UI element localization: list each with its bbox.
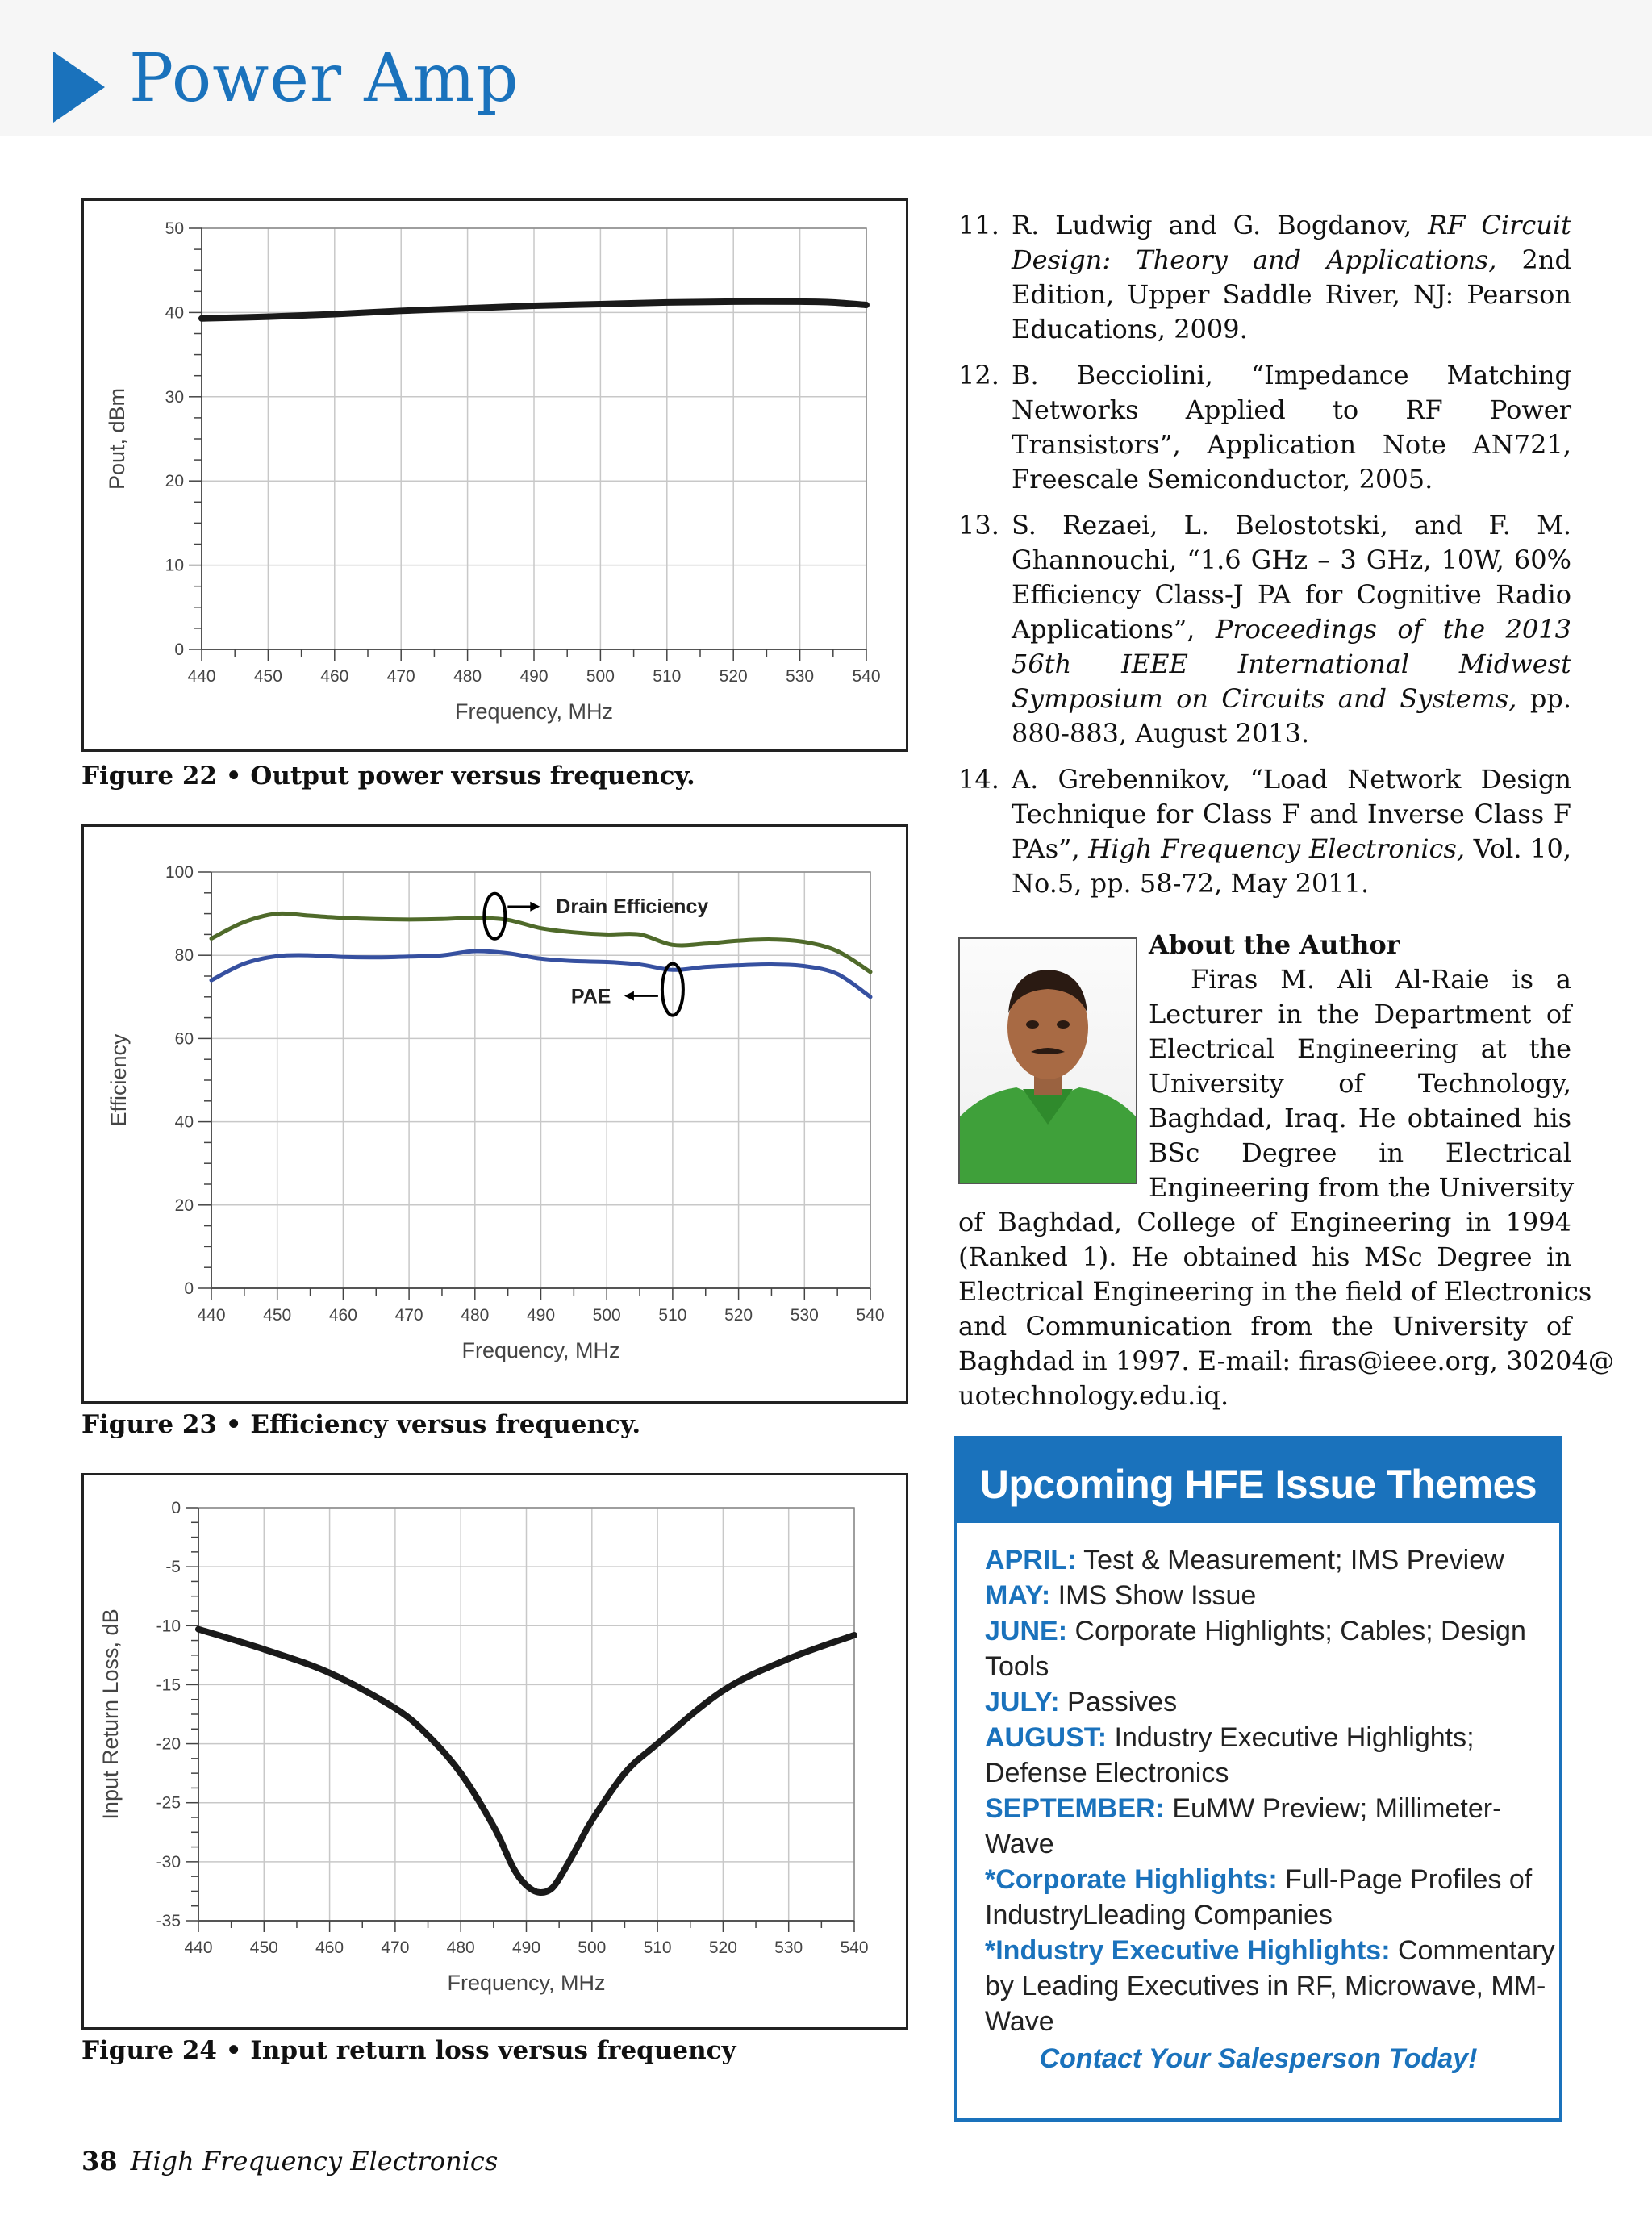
theme-item — [985, 1933, 1559, 2039]
theme-month: MAY: — [985, 1580, 1051, 1611]
y-tick-label: -25 — [156, 1793, 181, 1813]
theme-text: Test & Measurement; IMS Preview — [1076, 1545, 1504, 1575]
theme-item — [985, 1542, 1559, 1578]
reference-item — [958, 358, 1571, 497]
y-tick-label: 60 — [174, 1029, 194, 1049]
theme-text: EuMW Preview; Millimeter-Wave — [985, 1793, 1502, 1859]
y-tick-label: 0 — [171, 1499, 181, 1517]
about-line: Engineering from the University — [1149, 1172, 1575, 1203]
reference-text: R. Ludwig and G. Bogdanov, RF Circuit Design: Theory and Applications, 2nd Edition, Upper Saddle River, NJ: Pearson Educations, 2009. — [1012, 210, 1572, 344]
figure-22-caption: Figure 22 • Output power versus frequency. — [81, 762, 695, 791]
y-tick-label: -15 — [156, 1675, 181, 1695]
x-tick-label: 470 — [394, 1306, 423, 1325]
y-tick-label: -5 — [165, 1558, 181, 1577]
reference-number: 14. — [958, 764, 999, 795]
figure-23-box — [81, 824, 908, 1404]
x-tick-label: 440 — [197, 1306, 226, 1325]
annotation-label: PAE — [570, 985, 611, 1008]
themes-list — [957, 1523, 1559, 2076]
x-tick-label: 440 — [187, 667, 216, 686]
theme-text: Industry Executive Highlights; Defense Electronics — [985, 1722, 1475, 1788]
about-line: University of Technology, — [1149, 1068, 1571, 1099]
x-tick-label: 480 — [453, 667, 482, 686]
x-axis-label: Frequency, MHz — [447, 1971, 606, 1995]
y-tick-label: 30 — [165, 387, 184, 407]
theme-month: APRIL: — [985, 1545, 1077, 1575]
annotation-arrowhead — [624, 991, 634, 1001]
theme-month: JUNE: — [985, 1616, 1068, 1646]
input-return-loss-chart — [84, 1475, 906, 2027]
theme-text: Full-Page Profiles of IndustryLleading Companies — [985, 1864, 1533, 1930]
y-tick-label: 10 — [165, 556, 184, 575]
theme-item — [985, 1720, 1559, 1791]
y-tick-label: -20 — [156, 1734, 181, 1754]
x-tick-label: 510 — [658, 1306, 687, 1325]
y-tick-label: 80 — [174, 946, 194, 966]
x-tick-label: 540 — [840, 1938, 869, 1957]
y-tick-label: -35 — [156, 1912, 181, 1930]
theme-month: SEPTEMBER: — [985, 1793, 1165, 1824]
reference-number: 12. — [958, 360, 999, 390]
x-tick-label: 530 — [786, 667, 815, 686]
x-tick-label: 440 — [184, 1938, 213, 1957]
x-tick-label: 470 — [381, 1938, 410, 1957]
output-power-chart — [84, 201, 906, 749]
about-line: uotechnology.edu.iq. — [958, 1380, 1229, 1411]
reference-item — [958, 208, 1571, 347]
y-axis-label: Efficiency — [106, 1033, 131, 1127]
theme-text: Corporate Highlights; Cables; Design Tools — [985, 1616, 1526, 1682]
y-tick-label: 40 — [174, 1112, 194, 1132]
about-title: About the Author — [1149, 929, 1400, 960]
about-line: BSc Degree in Electrical — [1149, 1137, 1571, 1168]
y-tick-label: -30 — [156, 1852, 181, 1872]
y-tick-label: -10 — [156, 1617, 181, 1636]
reference-number: 13. — [958, 510, 999, 540]
figure-22-box — [81, 198, 908, 752]
upcoming-themes-box — [954, 1436, 1562, 2122]
theme-month: *Industry Executive Highlights: — [985, 1935, 1391, 1966]
y-tick-label: 100 — [165, 863, 194, 882]
x-tick-label: 470 — [386, 667, 415, 686]
y-tick-label: 0 — [184, 1279, 194, 1298]
x-tick-label: 540 — [852, 667, 881, 686]
theme-item — [985, 1684, 1559, 1720]
themes-title: Upcoming HFE Issue Themes — [957, 1439, 1559, 1523]
x-tick-label: 480 — [446, 1938, 475, 1957]
y-tick-label: 0 — [174, 641, 184, 659]
theme-month: AUGUST: — [985, 1722, 1108, 1753]
x-axis-label: Frequency, MHz — [454, 699, 614, 724]
theme-item — [985, 1862, 1559, 1933]
x-tick-label: 450 — [263, 1306, 292, 1325]
x-tick-label: 490 — [511, 1938, 541, 1957]
section-title: Power Amp — [129, 40, 519, 117]
annotation-arrowhead — [530, 902, 540, 912]
play-triangle-icon — [53, 52, 105, 123]
y-axis-label: Input Return Loss, dB — [98, 1609, 123, 1820]
x-tick-label: 530 — [790, 1306, 819, 1325]
about-line: Electrical Engineering at the — [1149, 1033, 1571, 1064]
figure-24-box — [81, 1473, 908, 2030]
y-tick-label: 20 — [165, 472, 184, 491]
about-line: Firas M. Ali Al-Raie is a — [1191, 964, 1571, 995]
y-tick-label: 40 — [165, 303, 184, 323]
theme-item — [985, 1578, 1559, 1613]
figure-23-caption: Figure 23 • Efficiency versus frequency. — [81, 1410, 641, 1439]
about-line: Baghdad in 1997. E-mail: firas@ieee.org, 30204@ — [958, 1346, 1614, 1376]
theme-month: JULY: — [985, 1687, 1060, 1717]
efficiency-chart — [84, 827, 906, 1401]
x-tick-label: 460 — [320, 667, 349, 686]
x-tick-label: 520 — [719, 667, 748, 686]
x-tick-label: 460 — [328, 1306, 357, 1325]
about-line: and Communication from the University of — [958, 1311, 1571, 1342]
about-line: Electrical Engineering in the field of Electronics — [958, 1276, 1592, 1307]
x-tick-label: 500 — [578, 1938, 607, 1957]
x-tick-label: 500 — [592, 1306, 621, 1325]
x-axis-label: Frequency, MHz — [461, 1338, 620, 1362]
x-tick-label: 500 — [586, 667, 615, 686]
page-number: 38 — [81, 2146, 118, 2176]
x-tick-label: 510 — [653, 667, 682, 686]
about-line: Lecturer in the Department of — [1149, 999, 1571, 1029]
reference-text: B. Becciolini, “Impedance Matching Networks Applied to RF Power Transistors”, Application Note AN721, Freescale Semiconductor, 2005. — [1012, 360, 1571, 494]
x-tick-label: 480 — [461, 1306, 490, 1325]
x-tick-label: 530 — [774, 1938, 803, 1957]
x-tick-label: 520 — [708, 1938, 737, 1957]
y-tick-label: 50 — [165, 219, 184, 238]
theme-item — [985, 1791, 1559, 1862]
about-line: (Ranked 1). He obtained his MSc Degree in — [958, 1241, 1571, 1272]
x-tick-label: 490 — [526, 1306, 556, 1325]
x-tick-label: 460 — [315, 1938, 344, 1957]
annotation-label: Drain Efficiency — [556, 895, 709, 918]
theme-item — [985, 1613, 1559, 1684]
reference-number: 11. — [958, 210, 999, 240]
figure-24-caption: Figure 24 • Input return loss versus frequency — [81, 2036, 736, 2065]
y-tick-label: 20 — [174, 1196, 194, 1215]
page-footer — [81, 2146, 498, 2176]
reference-text: S. Rezaei, L. Belostotski, and F. M. Ghannouchi, “1.6 GHz – 3 GHz, 10W, 60% Efficiency Class-J PA for Cognitive Radio Applications”, Proceedings of the 2013 56th IEEE International Midwest Symposium on Circuits and Systems, pp. 880-883, August 2013. — [1012, 510, 1572, 749]
x-tick-label: 490 — [519, 667, 549, 686]
reference-item — [958, 762, 1571, 901]
y-axis-label: Pout, dBm — [105, 387, 129, 490]
theme-text: Commentary by Leading Executives in RF, Microwave, MM-Wave — [985, 1935, 1555, 2037]
reference-item — [958, 508, 1571, 751]
author-photo — [958, 937, 1137, 1184]
references-list — [958, 208, 1571, 912]
theme-text: IMS Show Issue — [1050, 1580, 1257, 1611]
theme-text: Passives — [1059, 1687, 1178, 1717]
x-tick-label: 540 — [856, 1306, 885, 1325]
x-tick-label: 450 — [249, 1938, 278, 1957]
x-tick-label: 450 — [253, 667, 282, 686]
about-line: Baghdad, Iraq. He obtained his — [1149, 1103, 1571, 1133]
reference-text: A. Grebennikov, “Load Network Design Technique for Class F and Inverse Class F PAs”, High Frequency Electronics, Vol. 10, No.5, pp. 58-72, May 2011. — [1012, 764, 1572, 899]
theme-month: *Corporate Highlights: — [985, 1864, 1278, 1895]
publication-name: High Frequency Electronics — [130, 2146, 499, 2176]
x-tick-label: 510 — [643, 1938, 672, 1957]
contact-salesperson[interactable]: Contact Your Salesperson Today! — [1039, 2043, 1478, 2074]
about-line: of Baghdad, College of Engineering in 1994 — [958, 1207, 1571, 1237]
x-tick-label: 520 — [724, 1306, 753, 1325]
